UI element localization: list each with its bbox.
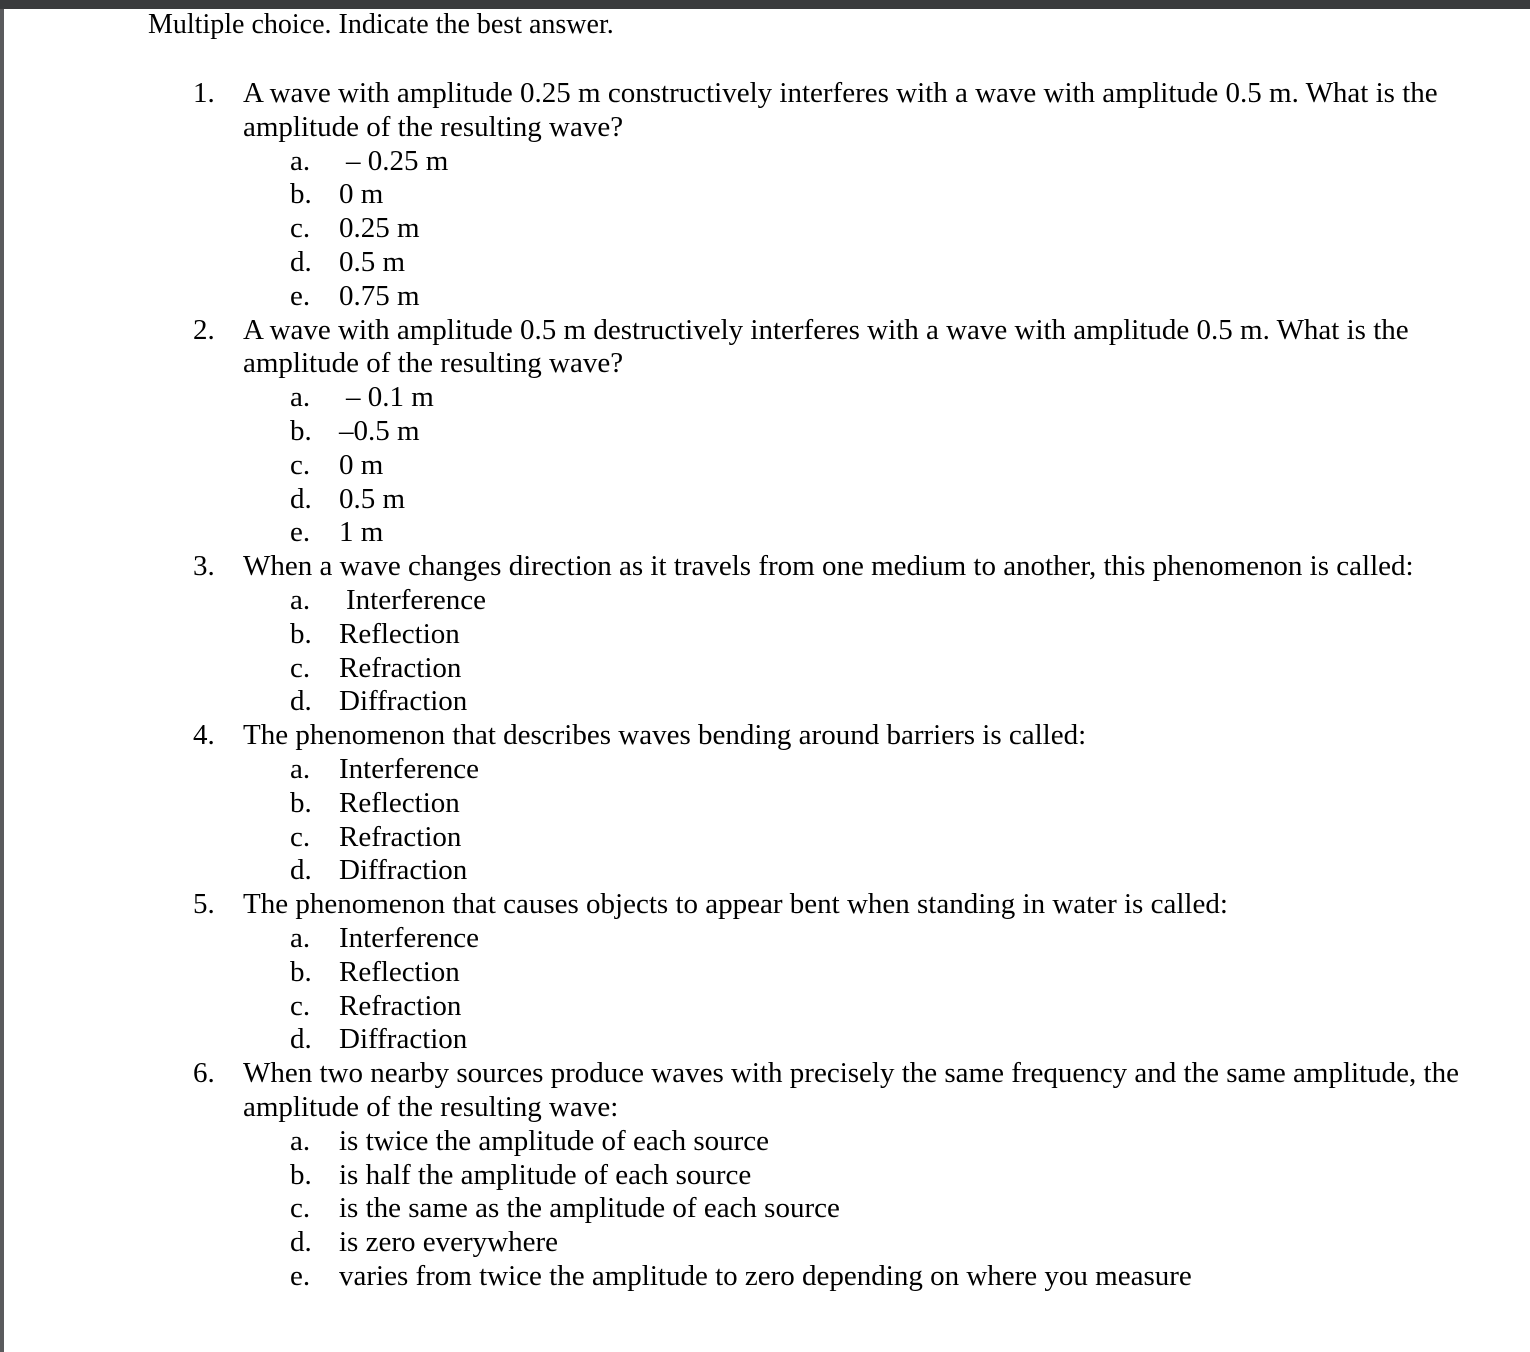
option-a	[0, 753, 1530, 787]
option-text: Refraction	[339, 651, 462, 684]
question-2	[0, 314, 1530, 551]
option-text: Reflection	[339, 617, 460, 650]
question-1	[0, 77, 1530, 314]
option-text: – 0.1 m	[346, 381, 434, 414]
question-5	[0, 888, 1530, 1057]
option-letter: c.	[290, 212, 311, 245]
option-d	[0, 246, 1530, 280]
option-a	[0, 584, 1530, 618]
option-text: Reflection	[339, 955, 460, 988]
question-text: When two nearby sources produce waves with precisely the same frequency and the same amplitude, the amplitude of the resulting wave:	[243, 1057, 1459, 1123]
question-4	[0, 719, 1530, 888]
option-letter: e.	[290, 516, 311, 549]
question-number: 4.	[193, 719, 215, 752]
option-text: Refraction	[339, 989, 462, 1022]
option-letter: a.	[290, 381, 311, 414]
option-a	[0, 922, 1530, 956]
option-c	[0, 212, 1530, 246]
option-letter: a.	[290, 752, 311, 785]
option-c	[0, 821, 1530, 855]
option-letter: b.	[290, 617, 312, 650]
document-page	[0, 9, 1530, 1352]
option-letter: d.	[290, 854, 312, 887]
option-text: varies from twice the amplitude to zero depending on where you measure	[339, 1259, 1192, 1292]
option-letter: d.	[290, 1226, 312, 1259]
option-e	[0, 280, 1530, 314]
question-list	[0, 77, 1530, 1294]
option-c	[0, 990, 1530, 1024]
option-letter: a.	[290, 921, 311, 954]
option-a	[0, 145, 1530, 179]
option-text: Refraction	[339, 820, 462, 853]
option-text: 0 m	[339, 178, 384, 211]
option-text: 0.75 m	[339, 279, 420, 312]
option-letter: c.	[290, 448, 311, 481]
option-letter: e.	[290, 1259, 311, 1292]
option-b	[0, 787, 1530, 821]
option-text: Diffraction	[339, 1023, 468, 1056]
option-d	[0, 483, 1530, 517]
option-d	[0, 1023, 1530, 1057]
option-letter: d.	[290, 1023, 312, 1056]
option-text: is half the amplitude of each source	[339, 1158, 752, 1191]
option-letter: b.	[290, 178, 312, 211]
option-letter: b.	[290, 1158, 312, 1191]
option-letter: c.	[290, 651, 311, 684]
option-letter: d.	[290, 685, 312, 718]
option-text: Interference	[339, 752, 480, 785]
option-a	[0, 1125, 1530, 1159]
option-letter: e.	[290, 279, 311, 312]
question-number: 6.	[193, 1057, 215, 1090]
option-letter: d.	[290, 245, 312, 278]
question-number: 1.	[193, 77, 215, 109]
option-text: 0 m	[339, 448, 384, 481]
option-text: 0.5 m	[339, 245, 406, 278]
option-text: –0.5 m	[339, 414, 420, 447]
option-d	[0, 1226, 1530, 1260]
option-text: is zero everywhere	[339, 1226, 558, 1259]
option-a	[0, 381, 1530, 415]
option-letter: c.	[290, 820, 311, 853]
option-letter: b.	[290, 786, 312, 819]
option-text: 0.25 m	[339, 212, 420, 245]
question-6	[0, 1057, 1530, 1294]
option-b	[0, 618, 1530, 652]
question-3	[0, 550, 1530, 719]
option-text: is the same as the amplitude of each source	[339, 1192, 840, 1225]
option-text: – 0.25 m	[346, 144, 449, 177]
window-top-bar	[0, 0, 1530, 9]
option-letter: a.	[290, 144, 311, 177]
instructions-heading: Multiple choice. Indicate the best answer.	[148, 9, 614, 40]
option-c	[0, 652, 1530, 686]
question-text: A wave with amplitude 0.25 m constructively interferes with a wave with amplitude 0.5 m. What is the amplitude of the resulting wave?	[243, 77, 1438, 143]
option-text: is twice the amplitude of each source	[339, 1124, 770, 1157]
question-number: 2.	[193, 313, 215, 346]
option-c	[0, 449, 1530, 483]
question-text: The phenomenon that causes objects to appear bent when standing in water is called:	[243, 888, 1228, 921]
option-e	[0, 516, 1530, 550]
option-text: 0.5 m	[339, 482, 406, 515]
option-text: Reflection	[339, 786, 460, 819]
option-text: Diffraction	[339, 685, 468, 718]
question-text: When a wave changes direction as it travels from one medium to another, this phenomenon is called:	[243, 550, 1414, 583]
option-letter: b.	[290, 955, 312, 988]
option-letter: a.	[290, 583, 311, 616]
option-b	[0, 178, 1530, 212]
option-letter: c.	[290, 989, 311, 1022]
option-letter: c.	[290, 1192, 311, 1225]
option-letter: d.	[290, 482, 312, 515]
option-text: Interference	[339, 921, 480, 954]
option-letter: a.	[290, 1124, 311, 1157]
option-b	[0, 1159, 1530, 1193]
option-d	[0, 685, 1530, 719]
option-c	[0, 1192, 1530, 1226]
question-text: The phenomenon that describes waves bending around barriers is called:	[243, 719, 1087, 752]
question-number: 5.	[193, 888, 215, 921]
question-text: A wave with amplitude 0.5 m destructively interferes with a wave with amplitude 0.5 m. What is the amplitude of the resulting wave?	[243, 313, 1409, 380]
option-letter: b.	[290, 414, 312, 447]
option-text: Interference	[346, 583, 487, 616]
option-b	[0, 956, 1530, 990]
option-text: Diffraction	[339, 854, 468, 887]
question-number: 3.	[193, 550, 215, 583]
option-b	[0, 415, 1530, 449]
option-e	[0, 1260, 1530, 1294]
option-d	[0, 854, 1530, 888]
option-text: 1 m	[339, 516, 384, 549]
